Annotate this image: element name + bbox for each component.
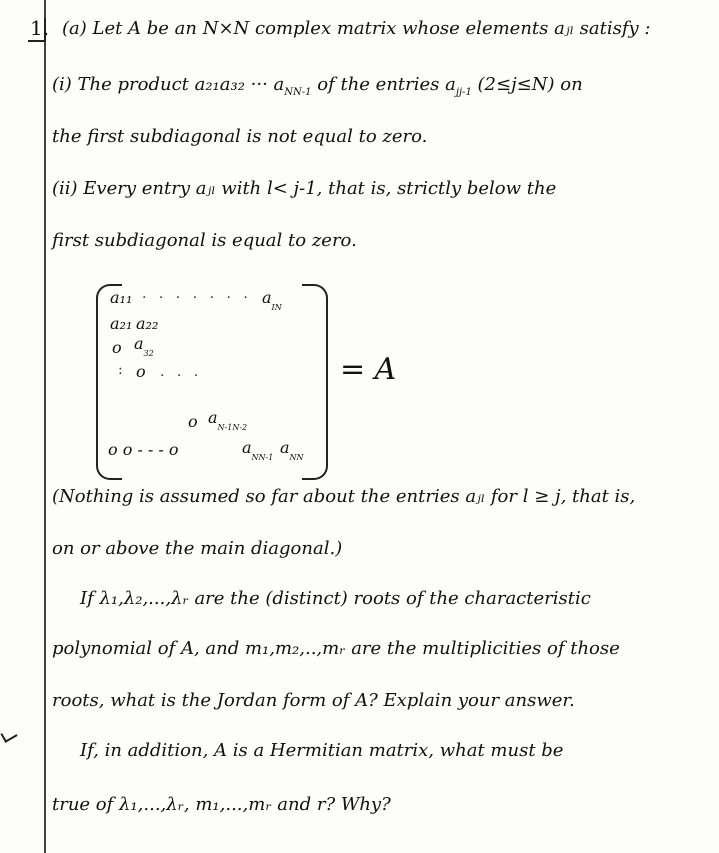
margin-tick-mark <box>0 727 17 743</box>
matrix-entry-a1n: $a_{IN}$ <box>262 288 282 312</box>
matrix-entry-a22: a₂₂ <box>136 314 159 333</box>
margin-line <box>44 0 46 853</box>
matrix-dots-diag: · · · <box>160 368 203 384</box>
matrix-entry-ann-1: $a_{NN-1}$ <box>242 438 274 462</box>
problem-number: 1. <box>30 16 50 40</box>
question-1-line-2: polynomial of A, and m₁,m₂,..,mᵣ are the multiplicities of those <box>52 638 620 659</box>
matrix-entry-a11: a₁₁ <box>110 288 133 307</box>
note-line-2: on or above the main diagonal.) <box>52 538 343 559</box>
matrix-zero-r4: o <box>136 362 146 381</box>
condition-1-line-2: the first subdiagonal is not equal to zero. <box>52 126 428 147</box>
matrix-dots-row1: · · · · · · · <box>142 290 252 306</box>
question-2-line-1: If, in addition, A is a Hermitian matrix, what must be <box>80 740 564 761</box>
matrix-entry-near: $a_{N-1N-2}$ <box>208 408 248 432</box>
matrix-entry-a21: a₂₁ <box>110 314 133 333</box>
matrix-zero-near: o <box>188 412 198 431</box>
question-1-line-1: If λ₁,λ₂,...,λᵣ are the (distinct) roots of the characteristic <box>80 588 591 609</box>
matrix-last-row-zeros: o o - - - o <box>108 440 179 459</box>
question-1-line-3: roots, what is the Jordan form of A? Explain your answer. <box>52 690 575 711</box>
condition-1-line-1: (i) The product a₂₁a₃₂ ··· $a_{NN-1}$ of the entries $a_{jj-1}$ (2≤j≤N) on <box>52 74 583 98</box>
condition-2-line-1: (ii) Every entry aⱼₗ with l< j-1, that is, strictly below the <box>52 178 557 199</box>
matrix-zero-r3: o <box>112 338 122 357</box>
matrix-entry-a32: $a_{32}$ <box>134 334 154 358</box>
matrix-equals-a: = A <box>340 352 397 387</box>
intro-line: (a) Let A be an N×N complex matrix whose elements aⱼₗ satisfy : <box>62 18 651 39</box>
matrix-right-bracket <box>302 284 328 480</box>
question-2-line-2: true of λ₁,...,λᵣ, m₁,...,mᵣ and r? Why? <box>52 794 391 815</box>
matrix-diagram <box>96 284 328 476</box>
condition-2-line-2: first subdiagonal is equal to zero. <box>52 230 357 251</box>
matrix-entry-ann: $a_{NN}$ <box>280 438 304 462</box>
matrix-dots-col: : <box>118 362 127 378</box>
note-line-1: (Nothing is assumed so far about the entries aⱼₗ for l ≥ j, that is, <box>52 486 636 507</box>
